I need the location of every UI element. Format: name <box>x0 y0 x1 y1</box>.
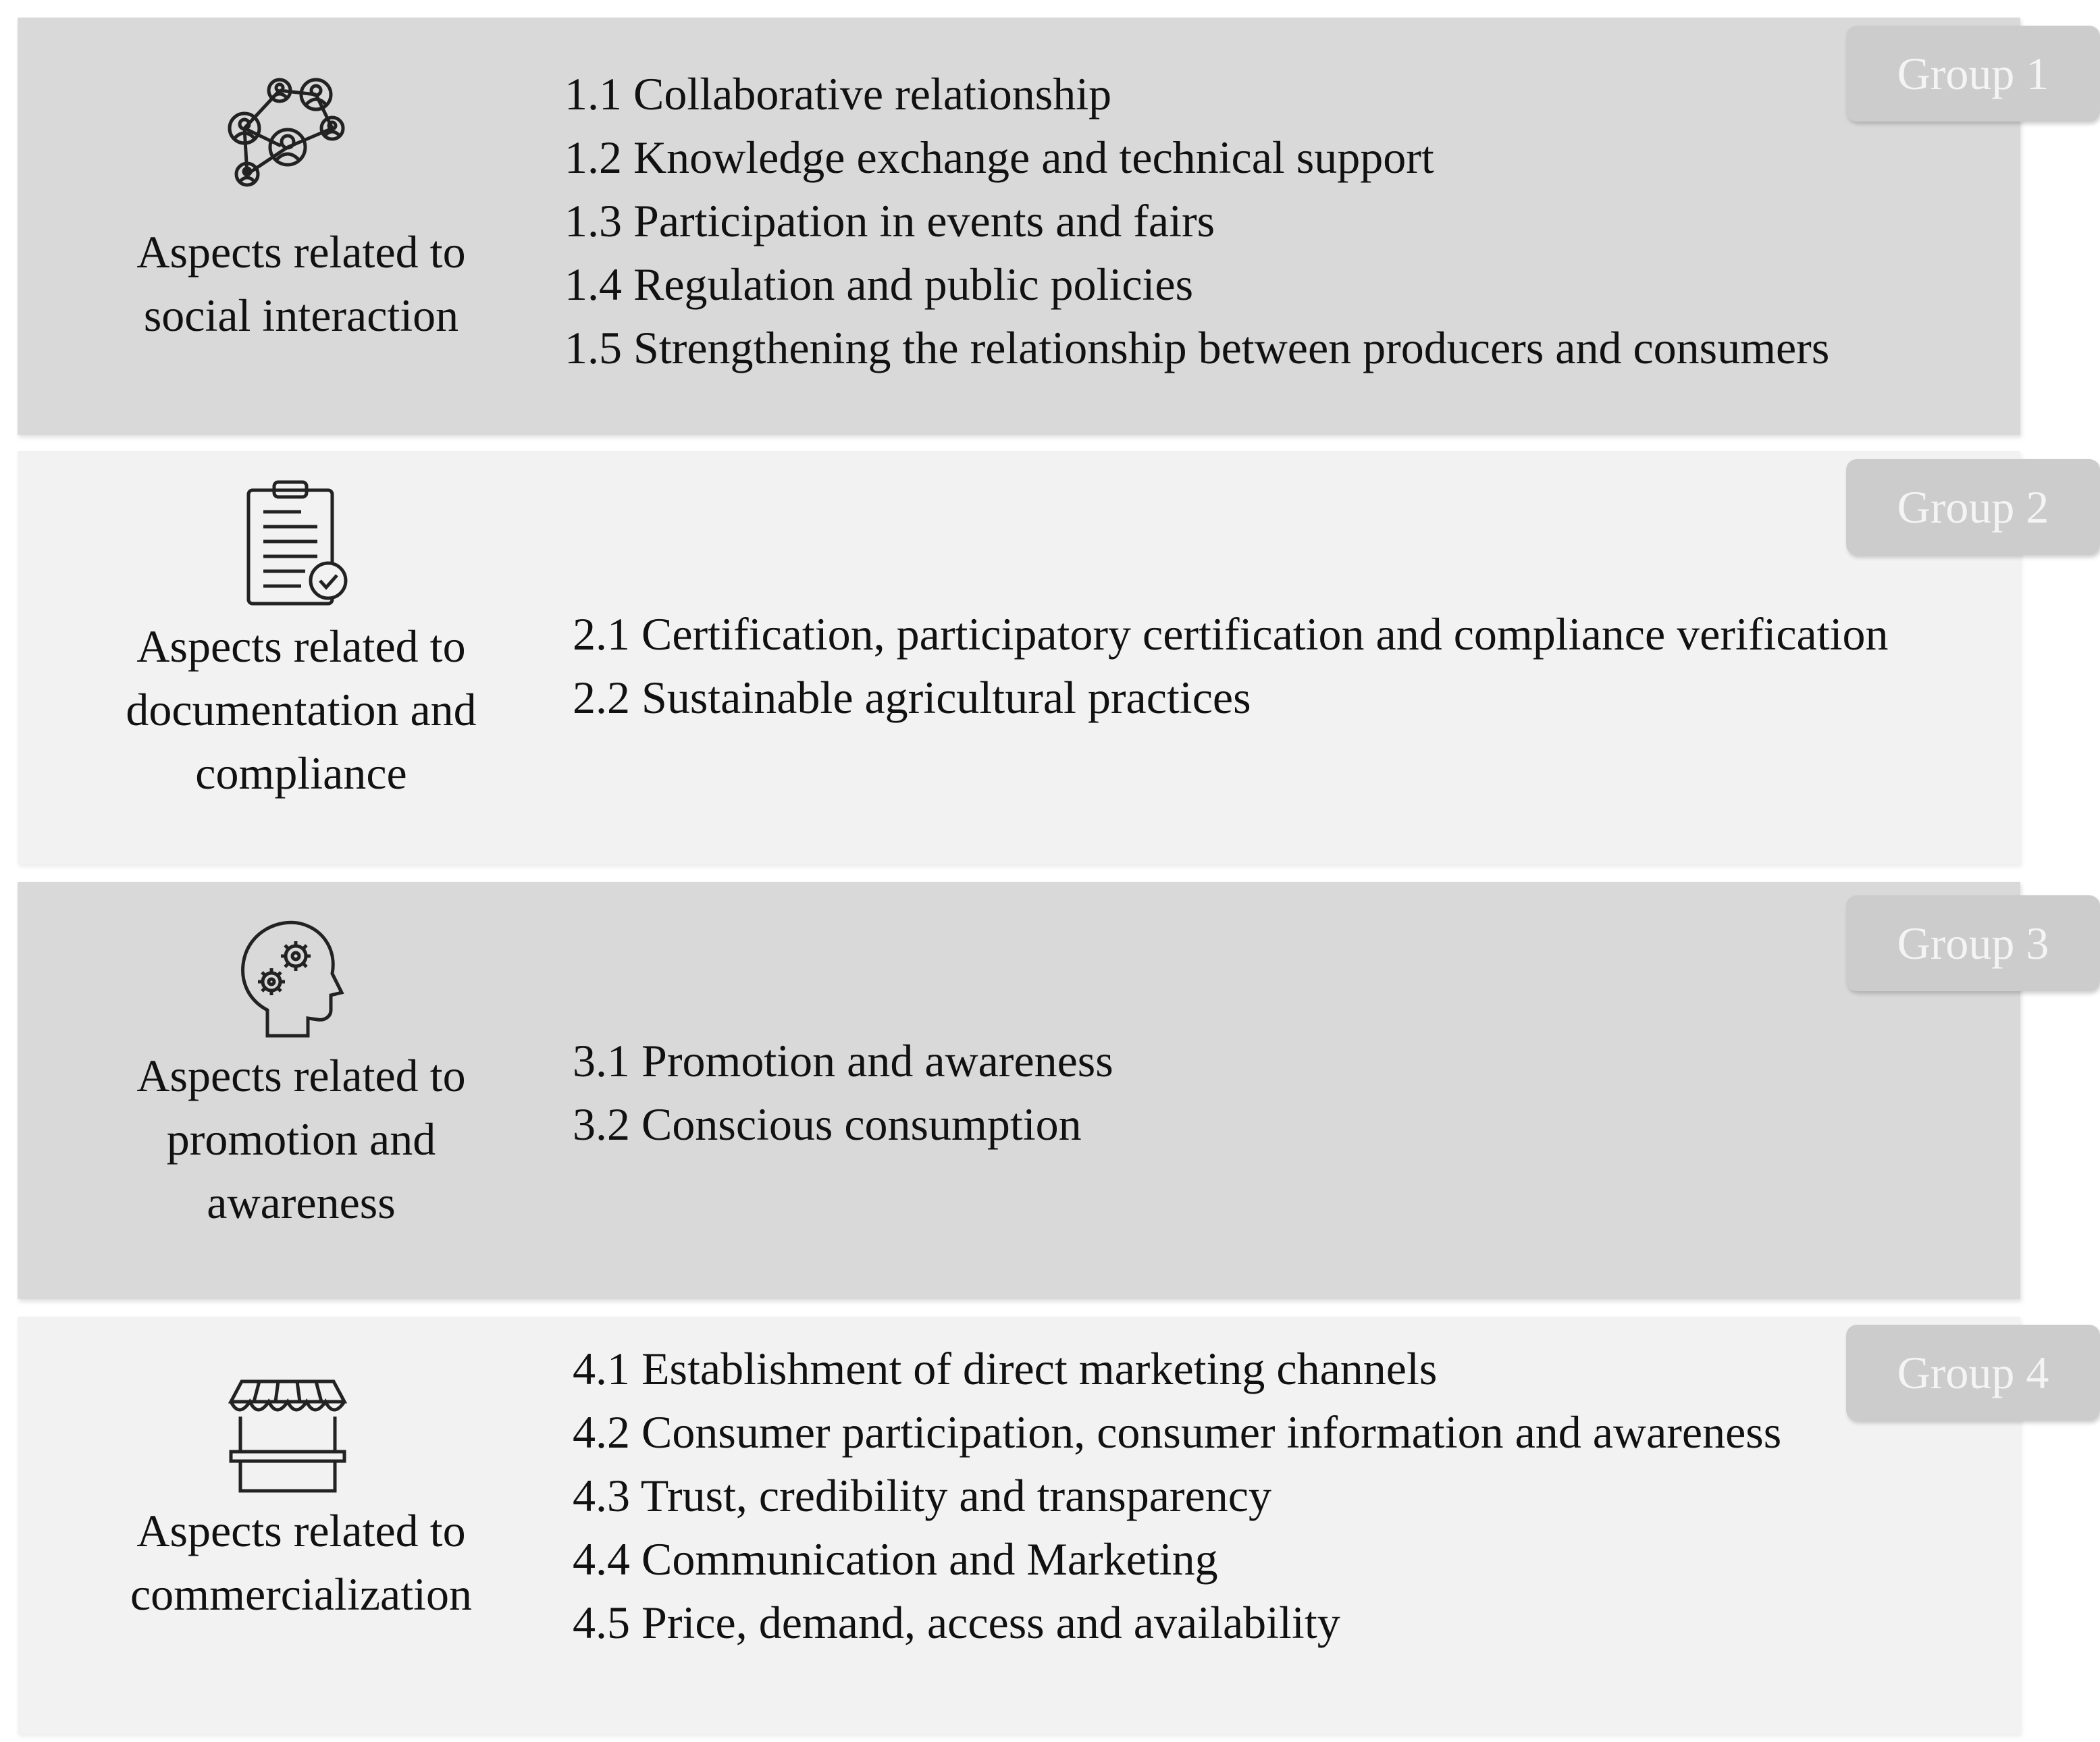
aspect-line: awareness <box>207 1177 396 1228</box>
group-badge: Group 2 <box>1846 459 2100 555</box>
group-1-aspect <box>45 220 558 347</box>
aspect-line: Aspects related to <box>136 1050 466 1101</box>
list-item: 1.5 Strengthening the relationship between producers and consumers <box>565 322 1830 373</box>
group-2-badge-wrap <box>1846 459 2100 555</box>
group-4-band <box>18 1317 2020 1734</box>
list-item: 1.2 Knowledge exchange and technical support <box>565 132 1434 183</box>
aspect-line: Aspects related to <box>136 621 466 672</box>
market-stall-icon <box>220 1364 355 1499</box>
list-item: 4.2 Consumer participation, consumer information and awareness <box>573 1406 1782 1458</box>
group-1-band <box>18 18 2020 435</box>
aspect-line: compliance <box>195 747 407 799</box>
list-item: 1.4 Regulation and public policies <box>565 259 1194 310</box>
group-3-badge-wrap <box>1846 895 2100 991</box>
aspect-line: commercialization <box>130 1568 472 1620</box>
list-item: 2.2 Sustainable agricultural practices <box>573 672 1251 723</box>
list-item: 2.1 Certification, participatory certification and compliance verification <box>573 608 1889 660</box>
group-4-items <box>573 1337 1781 1654</box>
list-item: 3.2 Conscious consumption <box>573 1099 1082 1150</box>
aspect-line: Aspects related to <box>136 1505 466 1556</box>
group-badge: Group 4 <box>1846 1325 2100 1421</box>
group-4-badge-wrap <box>1846 1325 2100 1421</box>
list-item: 3.1 Promotion and awareness <box>573 1035 1113 1086</box>
group-2-aspect <box>45 614 558 805</box>
group-4-aspect <box>45 1499 558 1626</box>
group-badge: Group 1 <box>1846 26 2100 122</box>
list-item: 1.1 Collaborative relationship <box>565 68 1112 120</box>
group-3-items <box>573 1029 1113 1156</box>
group-2-band <box>18 451 2020 864</box>
group-1-items <box>565 62 1829 379</box>
group-2-items <box>573 602 1889 729</box>
social-network-icon <box>220 66 355 201</box>
aspect-line: Aspects related to <box>136 226 466 278</box>
group-1-badge-wrap <box>1846 26 2100 122</box>
aspect-line: promotion and <box>166 1113 436 1165</box>
group-badge: Group 3 <box>1846 895 2100 991</box>
list-item: 4.5 Price, demand, access and availability <box>573 1597 1340 1648</box>
group-3-band <box>18 882 2020 1299</box>
list-item: 4.1 Establishment of direct marketing channels <box>573 1343 1438 1394</box>
aspect-line: social interaction <box>143 290 459 341</box>
list-item: 4.3 Trust, credibility and transparency <box>573 1470 1271 1521</box>
list-item: 1.3 Participation in events and fairs <box>565 195 1215 246</box>
aspect-line: documentation and <box>126 684 477 735</box>
list-item: 4.4 Communication and Marketing <box>573 1533 1218 1585</box>
group-3-aspect <box>45 1044 558 1234</box>
head-gears-icon <box>220 909 355 1044</box>
clipboard-check-icon <box>220 474 355 609</box>
